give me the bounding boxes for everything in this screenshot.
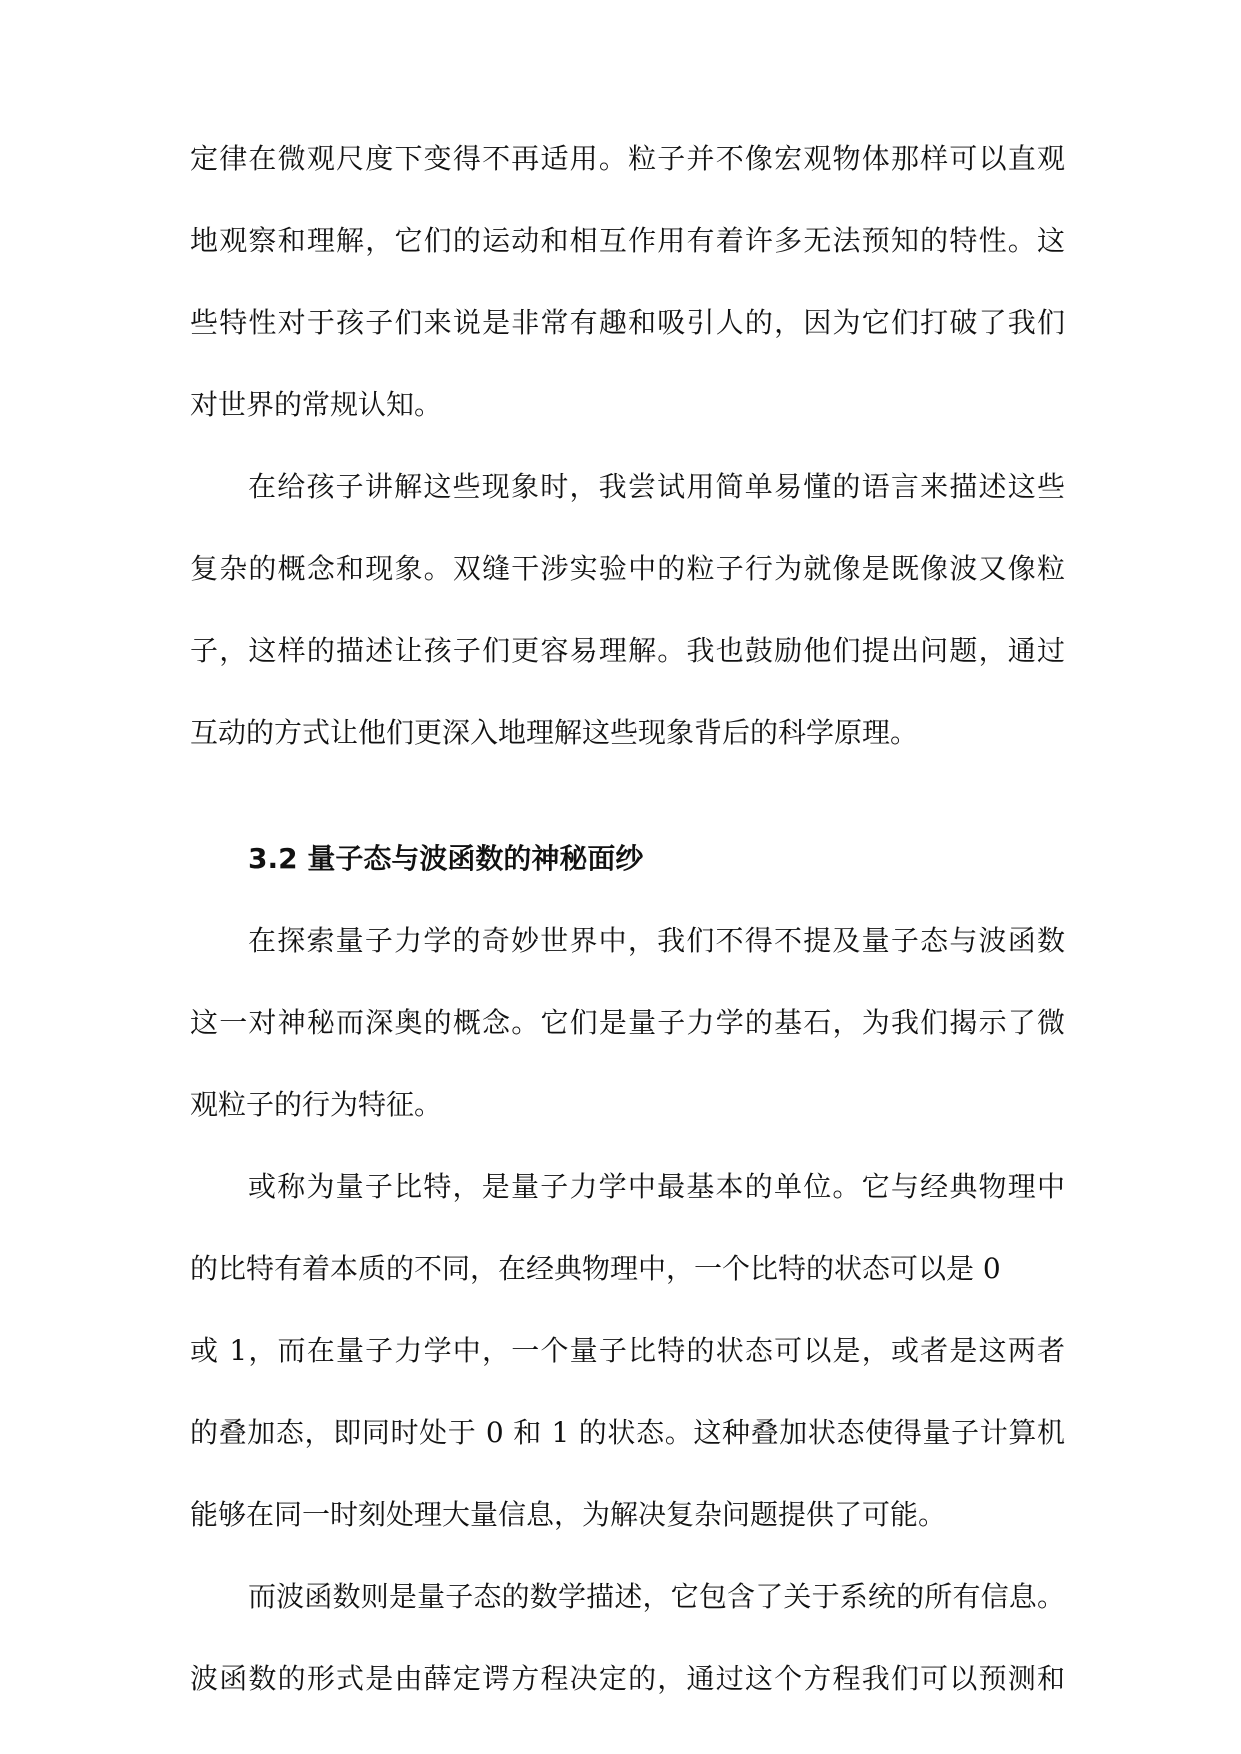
text-line: 些特性对于孩子们来说是非常有趣和吸引人的，因为它们打破了我们 [190,306,1065,339]
document-body [190,138,1065,1700]
text-line: 在给孩子讲解这些现象时，我尝试用简单易懂的语言来描述这些 [248,470,1065,503]
text-line: 地观察和理解，它们的运动和相互作用有着许多无法预知的特性。这 [190,224,1065,257]
text-line: 互动的方式让他们更深入地理解这些现象背后的科学原理。 [190,716,919,749]
text-line: 的叠加态，即同时处于 0 和 1 的状态。这种叠加状态使得量子计算机 [190,1416,1065,1449]
paragraph-qubit [190,1166,1065,1536]
text-line: 观粒子的行为特征。 [190,1088,443,1121]
text-line: 这一对神秘而深奥的概念。它们是量子力学的基石，为我们揭示了微 [190,1006,1065,1039]
paragraph-explore [190,920,1065,1126]
text-line: 或称为量子比特，是量子力学中最基本的单位。它与经典物理中 [248,1170,1065,1203]
text-line: 对世界的常规认知。 [190,388,443,421]
text-line: 子，这样的描述让孩子们更容易理解。我也鼓励他们提出问题，通过 [190,634,1065,667]
paragraph-explain [190,466,1065,754]
text-line: 能够在同一时刻处理大量信息，为解决复杂问题提供了可能。 [190,1498,947,1531]
paragraph-wavefunction [190,1576,1065,1700]
paragraph-intro [190,138,1065,426]
text-line: 的比特有着本质的不同，在经典物理中，一个比特的状态可以是 0 [190,1252,1001,1285]
text-line: 在探索量子力学的奇妙世界中，我们不得不提及量子态与波函数 [248,924,1065,957]
text-line: 而波函数则是量子态的数学描述，它包含了关于系统的所有信息。 [248,1580,1065,1613]
text-line: 波函数的形式是由薛定谔方程决定的，通过这个方程我们可以预测和 [190,1662,1065,1695]
text-line: 复杂的概念和现象。双缝干涉实验中的粒子行为就像是既像波又像粒 [190,552,1065,585]
section-heading: 3.2 量子态与波函数的神秘面纱 [248,842,644,875]
text-line: 或 1，而在量子力学中，一个量子比特的状态可以是，或者是这两者 [190,1334,1065,1367]
text-line: 定律在微观尺度下变得不再适用。粒子并不像宏观物体那样可以直观 [190,142,1065,175]
